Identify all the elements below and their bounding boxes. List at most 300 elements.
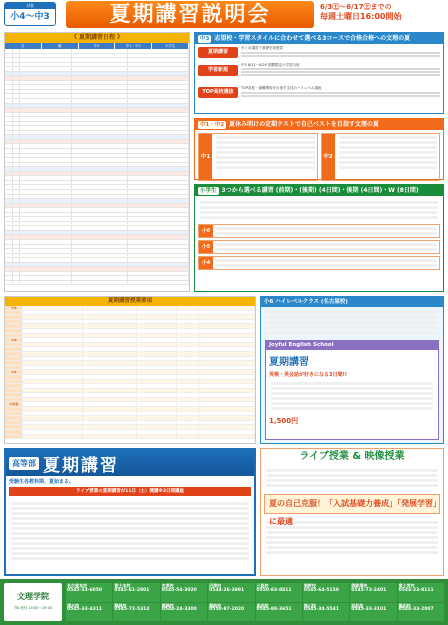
branch-name: 裾野校 <box>303 583 316 588</box>
calendar-cell <box>72 158 128 162</box>
schedule-cell <box>83 393 137 397</box>
chu12-title: 夏休み明けの定期テストで自己ベストを目指す文理の夏 <box>229 121 379 128</box>
calendar-cell <box>5 122 13 126</box>
schedule-cell <box>137 375 177 379</box>
brand-hours: TEL受付 15:00～19:00 <box>13 606 53 610</box>
schedule-cell <box>199 416 255 420</box>
calendar-cell <box>5 67 13 71</box>
schedule-cell <box>5 435 23 439</box>
calendar-cell <box>72 258 128 262</box>
calendar-cell <box>128 104 189 108</box>
schedule-cell <box>5 375 23 379</box>
branch-phone[interactable]: 0544-24-3300 <box>161 607 197 612</box>
calendar-cell <box>72 122 128 126</box>
calendar-cell <box>13 172 20 176</box>
schedule-cell <box>177 357 199 361</box>
calendar-cell <box>5 217 13 221</box>
calendar-cell <box>5 272 13 276</box>
branch-card[interactable] <box>66 603 112 622</box>
target-badge <box>4 2 56 26</box>
calendar-cell <box>13 222 20 226</box>
branch-phone[interactable]: 0544-33-2007 <box>398 607 434 612</box>
schedule-cell <box>83 357 137 361</box>
calendar-cell <box>13 94 20 98</box>
schedule-cell <box>177 389 199 393</box>
calendar-cell <box>5 90 13 94</box>
schedule-cell <box>23 361 83 365</box>
chu3-row-label: 学習新規 <box>198 65 238 76</box>
calendar-cell <box>13 226 20 230</box>
calendar-cell <box>72 67 128 71</box>
schedule-cell <box>5 347 23 351</box>
branch-phone[interactable]: 0545-33-3101 <box>351 607 387 612</box>
calendar-cell <box>128 85 189 89</box>
branch-card[interactable] <box>398 603 444 622</box>
calendar-cell <box>13 81 20 85</box>
calendar-cell <box>5 76 13 80</box>
chu2-label: 中2 <box>322 134 335 180</box>
schedule-cell <box>177 421 199 425</box>
branch-card[interactable] <box>113 583 159 602</box>
calendar-cell <box>72 163 128 167</box>
calendar-cell <box>72 49 128 53</box>
chu12-grid <box>195 130 443 184</box>
schedule-cell <box>177 435 199 439</box>
calendar-cell <box>20 240 72 244</box>
branch-phone[interactable]: 0544-26-3891 <box>209 587 245 593</box>
schedule-cell <box>5 393 23 397</box>
schedule-cell <box>137 416 177 420</box>
schedule-cell <box>177 375 199 379</box>
calendar-cell <box>5 72 13 76</box>
calendar-cell <box>5 276 13 280</box>
calendar-cell <box>13 181 20 185</box>
chu1-label: 中1 <box>199 134 212 180</box>
calendar-cell <box>20 267 72 271</box>
schedule-cell <box>23 311 83 315</box>
calendar-cell <box>72 99 128 103</box>
calendar-cell <box>72 113 128 117</box>
schedule-cell: 中2 <box>5 338 23 342</box>
header <box>0 0 448 30</box>
calendar-cell <box>128 204 189 208</box>
schedule-cell <box>137 329 177 333</box>
branch-card[interactable] <box>350 583 396 602</box>
calendar-cell <box>128 235 189 239</box>
calendar-cell <box>72 254 128 258</box>
calendar-cell <box>128 76 189 80</box>
calendar-cell <box>13 99 20 103</box>
calendar-cell <box>13 281 20 285</box>
branch-phone[interactable]: 0550-87-2020 <box>209 607 245 612</box>
calendar-cell <box>72 149 128 153</box>
calendar-cell <box>13 213 20 217</box>
calendar-cell <box>5 281 13 285</box>
calendar-col-day: 日 <box>5 43 42 49</box>
calendar-cell <box>128 58 189 62</box>
live-panel <box>260 448 444 576</box>
calendar-cell <box>20 213 72 217</box>
schedule-cell <box>177 366 199 370</box>
schedule-cell <box>137 315 177 319</box>
chu3-row-text: 中3 8/11～8/20 期間限定の学習合宿 <box>241 63 440 78</box>
calendar-cell <box>72 181 128 185</box>
calendar-cell <box>128 158 189 162</box>
schedule-cell <box>23 375 83 379</box>
schedule-cell <box>5 398 23 402</box>
calendar-cell <box>5 199 13 203</box>
branch-phone[interactable]: 0545-73-2401 <box>351 587 387 593</box>
schedule-cell <box>199 334 255 338</box>
calendar-cell <box>20 76 72 80</box>
schedule-cell <box>177 430 199 434</box>
schedule-cell <box>5 343 23 347</box>
hilevel-body <box>261 307 443 338</box>
calendar-cell <box>5 135 13 139</box>
calendar-cell <box>128 144 189 148</box>
calendar-cell <box>5 126 13 130</box>
schedule-cell <box>137 361 177 365</box>
calendar-cell <box>5 117 13 121</box>
calendar-cell <box>5 108 13 112</box>
calendar-cell <box>13 267 20 271</box>
branch-card[interactable] <box>208 603 254 622</box>
chu3-title-bar <box>195 33 443 44</box>
joyful-heading: 夏期講習 <box>269 357 309 368</box>
calendar-cell <box>13 117 20 121</box>
shou-grade-label: 小6 <box>199 225 213 237</box>
calendar-cell <box>72 72 128 76</box>
calendar-cell <box>128 245 189 249</box>
calendar-cell <box>5 99 13 103</box>
calendar-cell <box>5 167 13 171</box>
calendar-cell <box>5 176 13 180</box>
schedule-cell <box>199 366 255 370</box>
calendar-cell <box>20 167 72 171</box>
calendar-cell <box>128 135 189 139</box>
calendar-cell <box>20 108 72 112</box>
branch-card[interactable] <box>256 583 302 602</box>
schedule-cell: 中3 <box>5 306 23 310</box>
calendar-cell <box>20 54 72 58</box>
schedule-cell <box>137 389 177 393</box>
branch-card[interactable] <box>113 603 159 622</box>
schedule-title: 夏期講習授業要項 <box>5 297 255 306</box>
calendar-cell <box>72 245 128 249</box>
schedule-cell <box>83 380 137 384</box>
calendar-cell <box>13 195 20 199</box>
shou-grade-label: 小5 <box>199 241 213 253</box>
calendar-col-weekday: 曜 <box>42 43 79 49</box>
schedule-cell <box>137 324 177 328</box>
calendar-cell <box>72 235 128 239</box>
event-dates <box>320 2 446 22</box>
koutou-badge: 高等部 <box>9 457 39 470</box>
schedule-cell <box>23 435 83 439</box>
branch-phone[interactable]: 0545-61-2801 <box>114 587 150 593</box>
schedule-cell <box>177 416 199 420</box>
schedule-cell <box>23 380 83 384</box>
calendar-cell <box>20 281 72 285</box>
shou-tag: 小学生 <box>200 188 217 194</box>
schedule-cell <box>83 407 137 411</box>
schedule-cell <box>5 380 23 384</box>
schedule-cell <box>83 352 137 356</box>
calendar-cell <box>20 85 72 89</box>
koutou-title: 夏期講習 <box>43 455 119 476</box>
calendar-cell <box>20 204 72 208</box>
schedule-cell <box>23 402 83 406</box>
calendar-cell <box>72 176 128 180</box>
branch-card[interactable] <box>66 583 112 602</box>
schedule-cell <box>199 384 255 388</box>
date-every: 毎週土曜日16:00開始 <box>320 12 402 21</box>
branch-name: 静岡校 <box>114 602 127 608</box>
schedule-cell <box>83 343 137 347</box>
calendar-cell <box>13 140 20 144</box>
joyful-box <box>265 340 439 440</box>
branch-phone[interactable]: 0544-23-8111 <box>398 587 434 593</box>
calendar-cell <box>128 94 189 98</box>
calendar-cell <box>72 195 128 199</box>
schedule-cell <box>199 347 255 351</box>
calendar-cell <box>13 185 20 189</box>
calendar-cell <box>128 258 189 262</box>
calendar-cell <box>5 195 13 199</box>
calendar-cell <box>128 276 189 280</box>
calendar-cell <box>20 158 72 162</box>
calendar-cell <box>20 135 72 139</box>
calendar-cell <box>5 58 13 62</box>
calendar-cell <box>20 144 72 148</box>
calendar-cell <box>13 126 20 130</box>
calendar-cell <box>5 81 13 85</box>
branch-phone[interactable]: 0545-53-6050 <box>67 587 103 593</box>
calendar-cell <box>5 254 13 258</box>
calendar-cell <box>72 263 128 267</box>
calendar-cell <box>20 263 72 267</box>
calendar-cell <box>128 172 189 176</box>
branch-card[interactable] <box>161 583 207 602</box>
schedule-cell <box>137 412 177 416</box>
calendar-cell <box>13 135 20 139</box>
calendar-cell <box>5 240 13 244</box>
schedule-cell <box>199 320 255 324</box>
schedule-cell <box>137 347 177 351</box>
calendar-cell <box>20 94 72 98</box>
calendar-cell <box>5 226 13 230</box>
shou-grade-row <box>198 240 440 254</box>
schedule-cell <box>83 375 137 379</box>
calendar-cell <box>128 113 189 117</box>
calendar-cell <box>128 167 189 171</box>
branch-name: 藤枝校 <box>209 602 222 608</box>
calendar-cell <box>5 63 13 67</box>
calendar-cell <box>20 176 72 180</box>
schedule-cell <box>177 311 199 315</box>
schedule-cell <box>177 412 199 416</box>
calendar-cell <box>13 176 20 180</box>
koutou-panel <box>4 448 256 576</box>
calendar-cell <box>13 217 20 221</box>
calendar-cell <box>72 204 128 208</box>
schedule-cell <box>177 343 199 347</box>
schedule-cell <box>23 389 83 393</box>
calendar-cell <box>20 90 72 94</box>
branch-card[interactable] <box>161 603 207 622</box>
branch-card[interactable] <box>303 603 349 622</box>
calendar-cell <box>128 176 189 180</box>
target-label: 対象 <box>5 3 55 9</box>
calendar-cell <box>20 199 72 203</box>
calendar-cell <box>20 185 72 189</box>
schedule-cell <box>23 430 83 434</box>
schedule-cell <box>23 324 83 328</box>
calendar-cell <box>5 149 13 153</box>
schedule-cell <box>199 407 255 411</box>
schedule-cell <box>83 361 137 365</box>
calendar-cell <box>128 63 189 67</box>
calendar-cell <box>5 190 13 194</box>
schedule-cell <box>137 334 177 338</box>
schedule-cell <box>137 352 177 356</box>
calendar-cell <box>128 131 189 135</box>
calendar-cell <box>13 254 20 258</box>
branch-name: 御殿場校 <box>351 583 368 588</box>
calendar-cell <box>5 235 13 239</box>
koutou-body <box>6 498 254 564</box>
calendar-cell <box>72 185 128 189</box>
branch-name: 掛川校 <box>303 602 316 608</box>
branch-phone[interactable]: 0545-54-3020 <box>161 587 197 593</box>
calendar-cell <box>128 72 189 76</box>
schedule-cell <box>177 352 199 356</box>
calendar-cell <box>5 104 13 108</box>
calendar-cell <box>5 140 13 144</box>
calendar-cell <box>20 222 72 226</box>
schedule-cell <box>137 425 177 429</box>
calendar-cell <box>20 131 72 135</box>
schedule-cell <box>177 425 199 429</box>
shou-intro <box>195 196 443 224</box>
schedule-cell <box>23 357 83 361</box>
schedule-cell <box>23 425 83 429</box>
schedule-cell <box>23 315 83 319</box>
calendar-cell <box>20 272 72 276</box>
calendar-cell <box>128 154 189 158</box>
calendar-cell <box>5 267 13 271</box>
schedule-cell <box>23 347 83 351</box>
schedule-cell <box>5 311 23 315</box>
calendar-cell <box>5 258 13 262</box>
calendar-cell <box>13 258 20 262</box>
calendar-cell <box>72 172 128 176</box>
schedule-cell <box>199 393 255 397</box>
schedule-cell <box>83 311 137 315</box>
calendar-cell <box>13 240 20 244</box>
calendar-cell <box>20 49 72 53</box>
calendar-cell <box>20 104 72 108</box>
branch-card[interactable] <box>256 603 302 622</box>
calendar-cell <box>72 154 128 158</box>
calendar-cell <box>5 245 13 249</box>
calendar-cell <box>20 99 72 103</box>
calendar-cell <box>20 67 72 71</box>
schedule-cell <box>23 416 83 420</box>
schedule-cell <box>137 435 177 439</box>
schedule-cell <box>5 430 23 434</box>
chu3-tag: 中3 <box>200 36 210 42</box>
hilevel-panel <box>260 296 444 444</box>
calendar-cell <box>72 190 128 194</box>
calendar-cell <box>128 185 189 189</box>
footer <box>0 579 448 625</box>
schedule-cell <box>177 329 199 333</box>
schedule-cell <box>23 421 83 425</box>
schedule-body <box>5 306 255 439</box>
branch-card[interactable] <box>208 583 254 602</box>
schedule-cell <box>199 421 255 425</box>
calendar-cell <box>20 249 72 253</box>
schedule-cell <box>5 352 23 356</box>
chu12-title-bar <box>195 119 443 130</box>
calendar-cell <box>20 154 72 158</box>
schedule-cell <box>83 402 137 406</box>
calendar-cell <box>72 231 128 235</box>
calendar-panel <box>4 32 190 292</box>
koutou-banner: ライブ授業の夏期講習が11日（土）開講※2日間講座 <box>9 487 251 496</box>
brand-name: 文理学院 <box>17 592 49 601</box>
branch-phone[interactable]: 0545-72-5314 <box>114 607 150 612</box>
branch-phone[interactable]: 0545-88-3651 <box>256 607 292 612</box>
schedule-cell <box>137 366 177 370</box>
branch-card[interactable] <box>303 583 349 602</box>
schedule-cell <box>199 329 255 333</box>
branch-name: 浜松校 <box>351 602 364 608</box>
live-heading: ライブ授業 & 映像授業 <box>261 449 443 465</box>
schedule-cell <box>23 320 83 324</box>
branch-card[interactable] <box>398 583 444 602</box>
calendar-cell <box>72 217 128 221</box>
calendar-cell <box>72 54 128 58</box>
calendar-cell <box>13 167 20 171</box>
calendar-cell <box>20 254 72 258</box>
branch-phone[interactable]: 0550-83-8811 <box>256 587 292 593</box>
calendar-cell <box>20 140 72 144</box>
calendar-cell <box>13 76 20 80</box>
branch-phone[interactable]: 0545-34-5541 <box>303 607 339 612</box>
schedule-cell <box>23 334 83 338</box>
chu3-panel <box>194 32 444 114</box>
branch-card[interactable] <box>350 603 396 622</box>
calendar-cell <box>20 226 72 230</box>
date-range: 6/3㊏～6/17㊏までの <box>320 3 392 11</box>
schedule-cell <box>83 384 137 388</box>
calendar-col-chu12: 中1・中2 <box>115 43 152 49</box>
branch-phone[interactable]: 0545-64-5150 <box>303 587 339 593</box>
schedule-cell <box>177 398 199 402</box>
branch-name: 三島校 <box>256 583 269 588</box>
schedule-cell <box>83 324 137 328</box>
chu12-panel <box>194 118 444 180</box>
branch-name: 清水校 <box>67 602 79 608</box>
schedule-cell <box>199 380 255 384</box>
natsu-banner: 夏の自己克服！「入試基礎力養成」「発展学習」に最適 <box>264 494 440 514</box>
calendar-cell <box>72 267 128 271</box>
branch-phone[interactable]: 0545-33-4311 <box>67 607 103 612</box>
schedule-cell <box>5 315 23 319</box>
calendar-cell <box>72 144 128 148</box>
